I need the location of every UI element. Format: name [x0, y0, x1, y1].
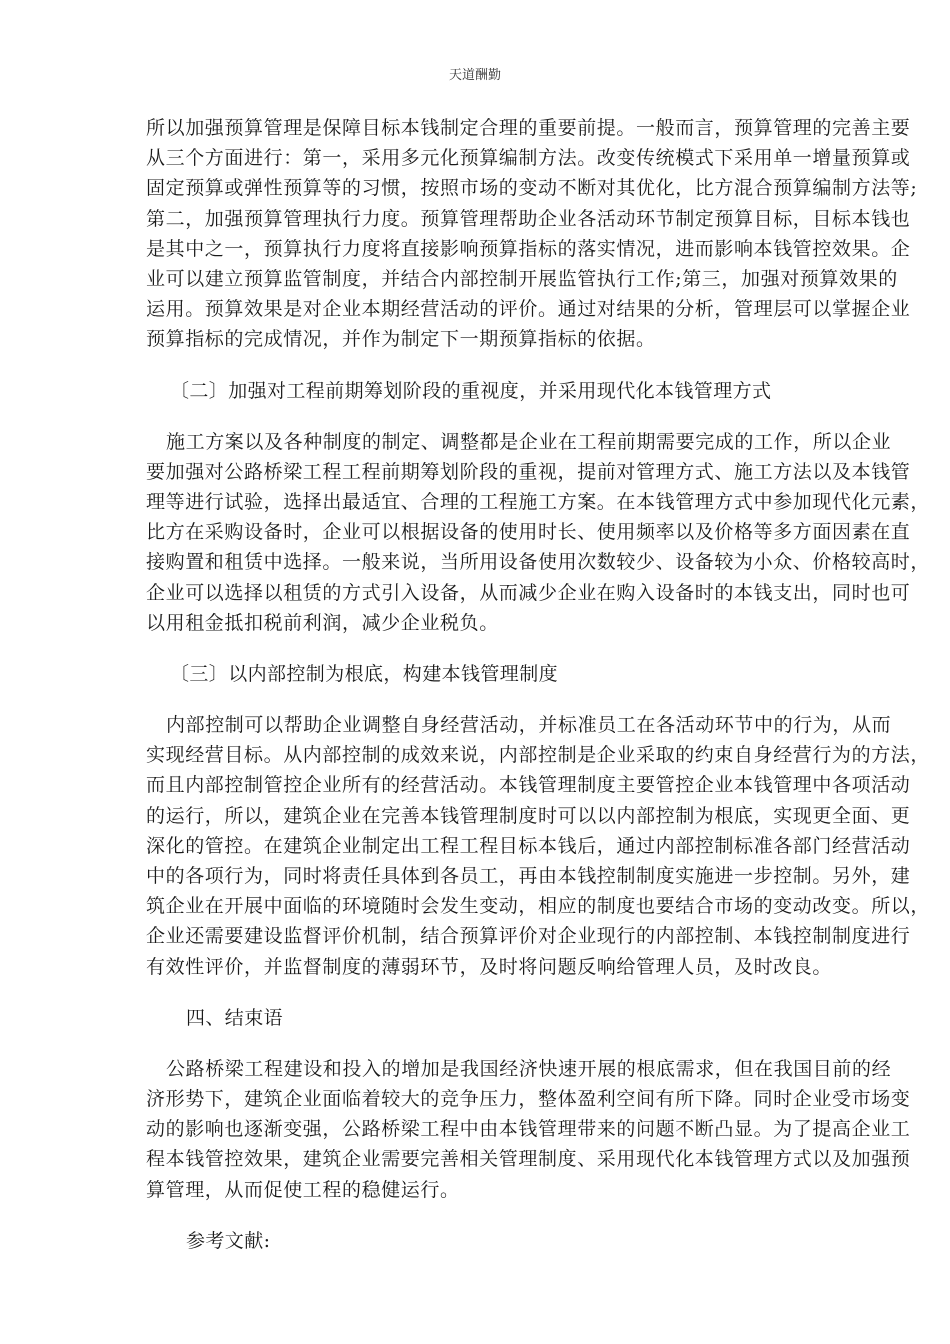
text-line: 企业可以选择以租赁的方式引入设备，从而减少企业在购入设备时的本钱支出，同时也可: [146, 581, 911, 604]
section-heading-conclusion: 四、结束语: [186, 1006, 284, 1029]
text-line: 接购置和租赁中选择。一般来说，当所用设备使用次数较少、设备较为小众、价格较高时，: [146, 551, 931, 574]
text-line: 有效性评价，并监督制度的薄弱环节，及时将问题反响给管理人员，及时改良。: [146, 955, 833, 978]
text-line: 深化的管控。在建筑企业制定出工程工程目标本钱后，通过内部控制标准各部门经营活动: [146, 834, 911, 857]
text-line: 内部控制可以帮助企业调整自身经营活动，并标准员工在各活动环节中的行为，从而: [166, 714, 892, 737]
text-line: 要加强对公路桥梁工程工程前期筹划阶段的重视，提前对管理方式、施工方法以及本钱管: [146, 460, 911, 483]
text-line: 固定预算或弹性预算等的习惯，按照市场的变动不断对其优化，比方混合预算编制方法等;: [146, 177, 918, 200]
text-line: 以用租金抵扣税前利润，减少企业税负。: [146, 611, 499, 634]
paragraph-planning-stage: [146, 427, 931, 638]
text-line: 所以加强预算管理是保障目标本钱制定合理的重要前提。一般而言，预算管理的完善主要: [146, 117, 911, 139]
references-heading: 参考文献:: [186, 1229, 271, 1252]
text-line: 预算指标的完成情况，并作为制定下一期预算指标的依据。: [146, 328, 656, 351]
section-heading-3: 〔三〕以内部控制为根底，构建本钱管理制度: [170, 663, 559, 686]
text-line: 程本钱管控效果，建筑企业需要完善相关管理制度、采用现代化本钱管理方式以及加强预: [146, 1148, 911, 1171]
section-heading-2: 〔二〕加强对工程前期筹划阶段的重视度，并采用现代化本钱管理方式: [170, 379, 772, 402]
text-line: 理等进行试验，选择出最适宜、合理的工程施工方案。在本钱管理方式中参加现代化元素，: [146, 491, 931, 514]
text-line: 算管理，从而促使工程的稳健运行。: [146, 1178, 460, 1201]
text-line: 公路桥梁工程建设和投入的增加是我国经济快速开展的根底需求，但在我国目前的经: [166, 1057, 892, 1080]
text-line: 济形势下，建筑企业面临着较大的竞争压力，整体盈利空间有所下降。同时企业受市场变: [146, 1088, 911, 1111]
paragraph-internal-control: [146, 710, 931, 982]
text-line: 筑企业在开展中面临的环境随时会发生变动，相应的制度也要结合市场的变动改变。所以，: [146, 895, 931, 918]
text-line: 业可以建立预算监管制度，并结合内部控制开展监管执行工作;第三，加强对预算效果的: [146, 268, 898, 291]
text-line: 施工方案以及各种制度的制定、调整都是企业在工程前期需要完成的工作，所以企业: [166, 430, 892, 453]
text-line: 第二，加强预算管理执行力度。预算管理帮助企业各活动环节制定预算目标，目标本钱也: [146, 207, 911, 230]
text-line: 中的各项行为，同时将责任具体到各员工，再由本钱控制制度实施进一步控制。另外，建: [146, 865, 911, 888]
paragraph-budget-management: [146, 113, 918, 355]
text-line: 企业还需要建设监督评价机制，结合预算评价对企业现行的内部控制、本钱控制制度进行: [146, 925, 911, 948]
document-body: [146, 113, 931, 1256]
page-header: 天道酬勤: [448, 68, 501, 83]
text-line: 比方在采购设备时，企业可以根据设备的使用时长、使用频率以及价格等多方面因素在直: [146, 521, 911, 544]
text-line: 的运行，所以，建筑企业在完善本钱管理制度时可以以内部控制为根底，实现更全面、更: [146, 804, 911, 827]
text-line: 是其中之一，预算执行力度将直接影响预算指标的落实情况，进而影响本钱管控效果。企: [146, 237, 911, 260]
text-line: 从三个方面进行：第一，采用多元化预算编制方法。改变传统模式下采用单一增量预算或: [146, 147, 911, 170]
paragraph-conclusion: [146, 1054, 911, 1205]
text-line: 实现经营目标。从内部控制的成效来说，内部控制是企业采取的约束自身经营行为的方法，: [146, 744, 931, 767]
text-line: 运用。预算效果是对企业本期经营活动的评价。通过对结果的分析，管理层可以掌握企业: [146, 298, 911, 321]
text-line: 而且内部控制管控企业所有的经营活动。本钱管理制度主要管控企业本钱管理中各项活动: [146, 774, 911, 797]
text-line: 动的影响也逐渐变强，公路桥梁工程中由本钱管理带来的问题不断凸显。为了提高企业工: [146, 1118, 911, 1141]
